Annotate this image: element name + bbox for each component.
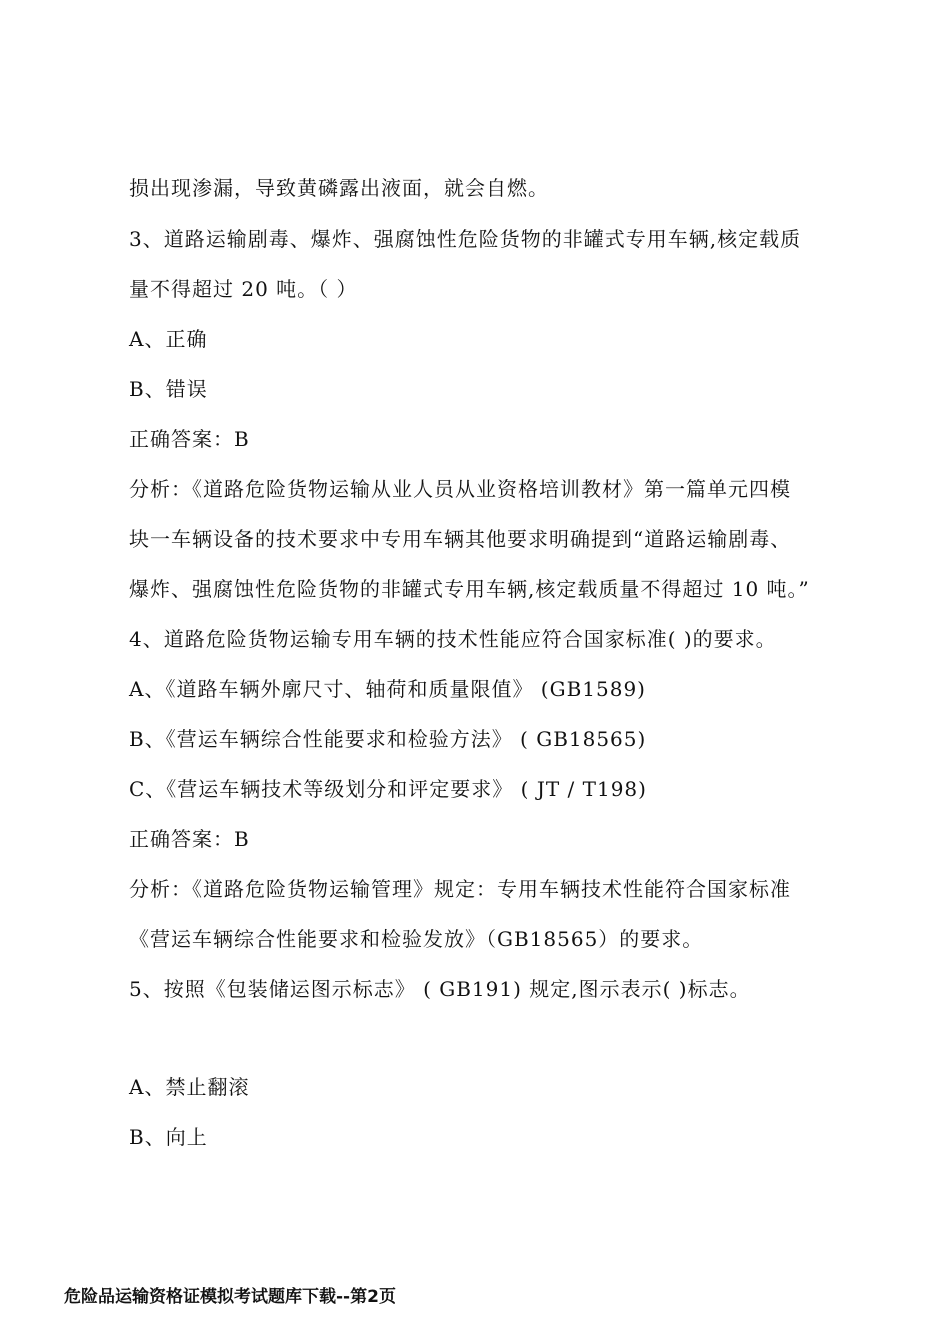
question-3-analysis-line-1: 分析：《道路危险货物运输从业人员从业资格培训教材》第一篇单元四模: [129, 477, 791, 501]
text-line-1: 损出现渗漏，导致黄磷露出液面，就会自燃。: [129, 176, 549, 200]
question-4-option-b: B、《营运车辆综合性能要求和检验方法》 ( GB18565): [129, 727, 647, 751]
question-4-analysis-line-2: 《营运车辆综合性能要求和检验发放》（GB18565）的要求。: [129, 927, 704, 951]
question-4-answer: 正确答案：B: [129, 827, 250, 851]
question-3-answer: 正确答案：B: [129, 427, 250, 451]
question-3-analysis-line-3: 爆炸、强腐蚀性危险货物的非罐式专用车辆,核定载质量不得超过 10 吨。”: [129, 577, 810, 601]
question-3-line-1: 3、道路运输剧毒、爆炸、强腐蚀性危险货物的非罐式专用车辆,核定载质: [129, 227, 802, 251]
question-3-line-2: 量不得超过 20 吨。（ ）: [129, 277, 358, 301]
question-5-option-b: B、向上: [129, 1125, 208, 1149]
question-4-option-c: C、《营运车辆技术等级划分和评定要求》 ( JT / T198): [129, 777, 647, 801]
question-4-analysis-line-1: 分析：《道路危险货物运输管理》规定：专用车辆技术性能符合国家标准: [129, 877, 791, 901]
page-footer: 危险品运输资格证模拟考试题库下载--第2页: [64, 1287, 396, 1307]
question-4-option-a: A、《道路车辆外廓尺寸、轴荷和质量限值》 (GB1589): [129, 677, 646, 701]
question-3-option-a: A、正确: [129, 327, 208, 351]
question-5-line-1: 5、按照《包装储运图示标志》 ( GB191) 规定,图示表示( )标志。: [129, 977, 751, 1001]
question-5-option-a: A、禁止翻滚: [129, 1075, 250, 1099]
question-3-analysis-line-2: 块一车辆设备的技术要求中专用车辆其他要求明确提到“道路运输剧毒、: [129, 527, 792, 551]
question-4-line-1: 4、道路危险货物运输专用车辆的技术性能应符合国家标准( )的要求。: [129, 627, 777, 651]
question-3-option-b: B、错误: [129, 377, 208, 401]
